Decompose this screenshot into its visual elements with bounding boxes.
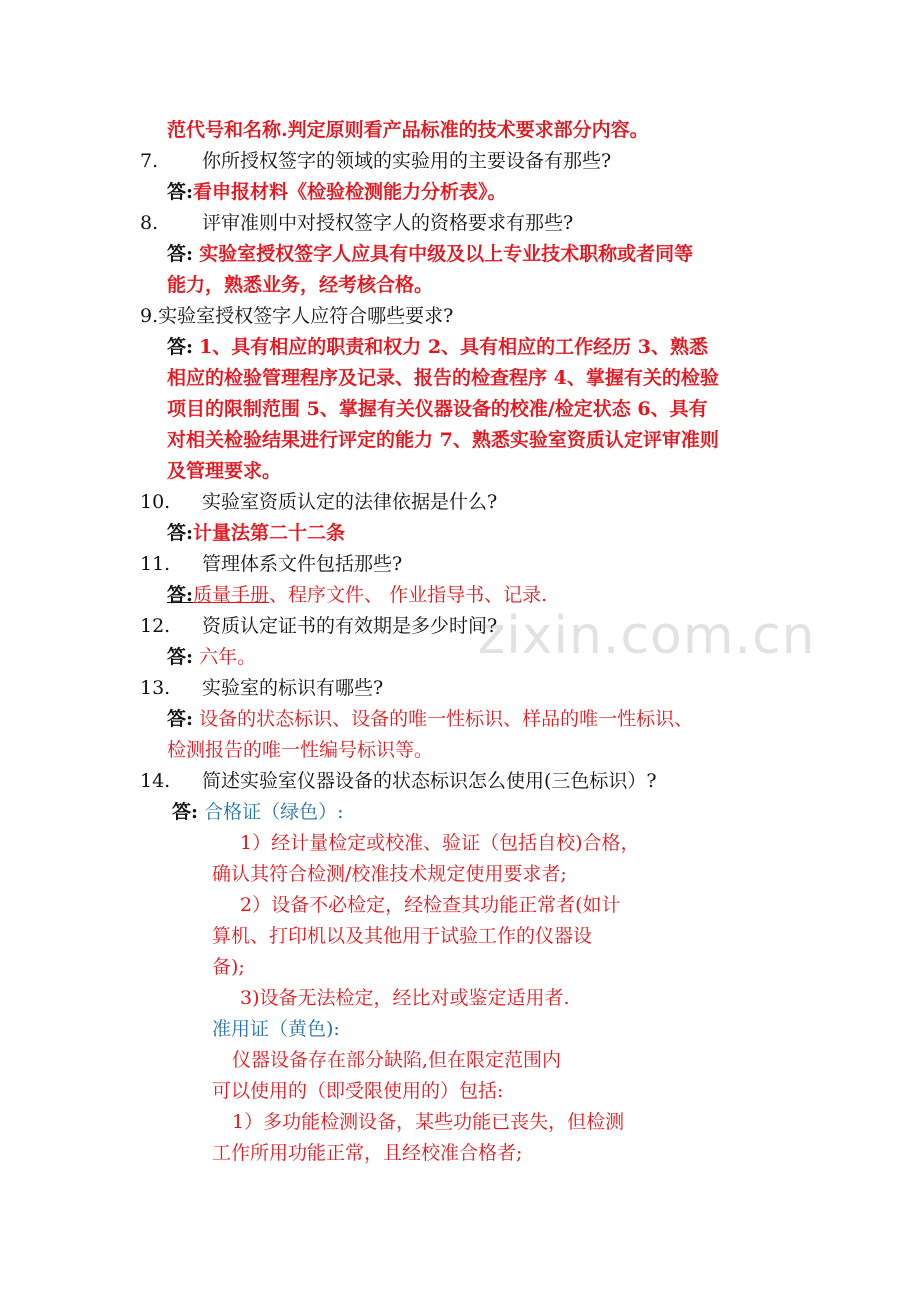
question-8-text: 评审准则中对授权签字人的资格要求有那些? [202,212,574,234]
answer-11 [167,582,547,608]
question-14-number: 14. [140,770,171,792]
answer-12 [167,644,256,670]
question-12 [140,613,497,639]
answer-7-text: 看申报材料《检验检测能力分析表》。 [193,181,507,203]
answer-13-line-1 [167,706,693,732]
answer-9-line-4: 对相关检验结果进行评定的能力 7、熟悉实验室资质认定评审准则 [167,429,719,451]
answer-label: 答: [167,646,194,668]
question-12-text: 资质认定证书的有效期是多少时间? [202,615,498,637]
question-8-number: 8. [140,212,159,234]
answer-9-line-1 [167,334,708,360]
question-7-number: 7. [140,150,159,172]
answer-9-line-5: 及管理要求。 [167,460,282,482]
answer-10-text: 计量法第二十二条 [193,522,346,544]
watermark: zixin.com.cn [478,606,816,666]
question-10-number: 10. [140,491,171,513]
answer-label: 答: [167,522,194,544]
yellow-item-1-line-1: 1）多功能检测设备，某些功能已丧失，但检测 [232,1111,625,1133]
question-11-number: 11. [140,553,171,575]
question-10 [140,489,497,515]
answer-label: 答: [167,181,194,203]
question-13 [140,675,383,701]
answer-10 [167,520,345,546]
answer-9-text-1: 1、具有相应的职责和权力 2、具有相应的工作经历 3、熟悉 [199,336,708,358]
green-label-title: 合格证（绿色）: [204,801,344,823]
question-11 [140,551,402,577]
answer-label: 答: [167,243,194,265]
answer-11-text-a: 质量手册 [193,584,270,606]
yellow-label-title: 准用证（黄色): [212,1018,340,1040]
green-item-1-line-1: 1）经计量检定或校准、验证（包括自校)合格， [240,832,640,854]
question-7 [140,148,611,174]
yellow-intro-line-1: 仪器设备存在部分缺陷,但在限定范围内 [232,1049,562,1071]
question-8 [140,210,573,236]
question-10-text: 实验室资质认定的法律依据是什么? [202,491,498,513]
answer-14-green-heading [172,799,343,825]
green-item-3: 3)设备无法检定，经比对或鉴定适用者. [240,987,570,1009]
answer-7 [167,179,507,205]
answer-13-text-1: 设备的状态标识、设备的唯一性标识、样品的唯一性标识、 [199,708,694,730]
green-item-1-line-2: 确认其符合检测/校准技术规定使用要求者; [212,863,567,885]
answer-9-line-2: 相应的检验管理程序及记录、报告的检查程序 4、掌握有关的检验 [167,367,719,389]
answer-8-line-2: 能力，熟悉业务，经考核合格。 [167,274,434,296]
yellow-item-1-line-2: 工作所用功能正常，且经校准合格者; [212,1142,523,1164]
question-13-text: 实验室的标识有哪些? [202,677,384,699]
question-14 [140,768,657,794]
answer-label: 答: [167,336,194,358]
question-11-text: 管理体系文件包括那些? [202,553,403,575]
question-13-number: 13. [140,677,171,699]
yellow-intro-line-2: 可以使用的（即受限使用的）包括: [212,1080,504,1102]
answer-9-line-3: 项目的限制范围 5、掌握有关仪器设备的校准/检定状态 6、具有 [167,398,708,420]
question-12-number: 12. [140,615,171,637]
green-item-2-line-2: 算机、打印机以及其他用于试验工作的仪器设 [212,925,593,947]
answer-6-continuation: 范代号和名称.判定原则看产品标准的技术要求部分内容。 [167,119,649,141]
answer-11-text-b: 、程序文件、 作业指导书、记录. [269,584,548,606]
answer-label: 答: [167,708,194,730]
green-item-2-line-1: 2）设备不必检定，经检查其功能正常者(如计 [240,894,621,916]
answer-12-text: 六年。 [199,646,257,668]
question-7-text: 你所授权签字的领域的实验用的主要设备有那些? [202,150,612,172]
question-9: 9.实验室授权签字人应符合哪些要求? [140,305,454,327]
answer-label: 答: [167,584,194,606]
question-14-text: 简述实验室仪器设备的状态标识怎么使用(三色标识）? [202,770,657,792]
answer-8-line-1 [167,241,693,267]
green-item-2-line-3: 备); [212,956,245,978]
answer-label: 答: [172,801,199,823]
answer-13-line-2: 检测报告的唯一性编号标识等。 [167,739,434,761]
answer-8-text-1: 实验室授权签字人应具有中级及以上专业技术职称或者同等 [199,243,694,265]
